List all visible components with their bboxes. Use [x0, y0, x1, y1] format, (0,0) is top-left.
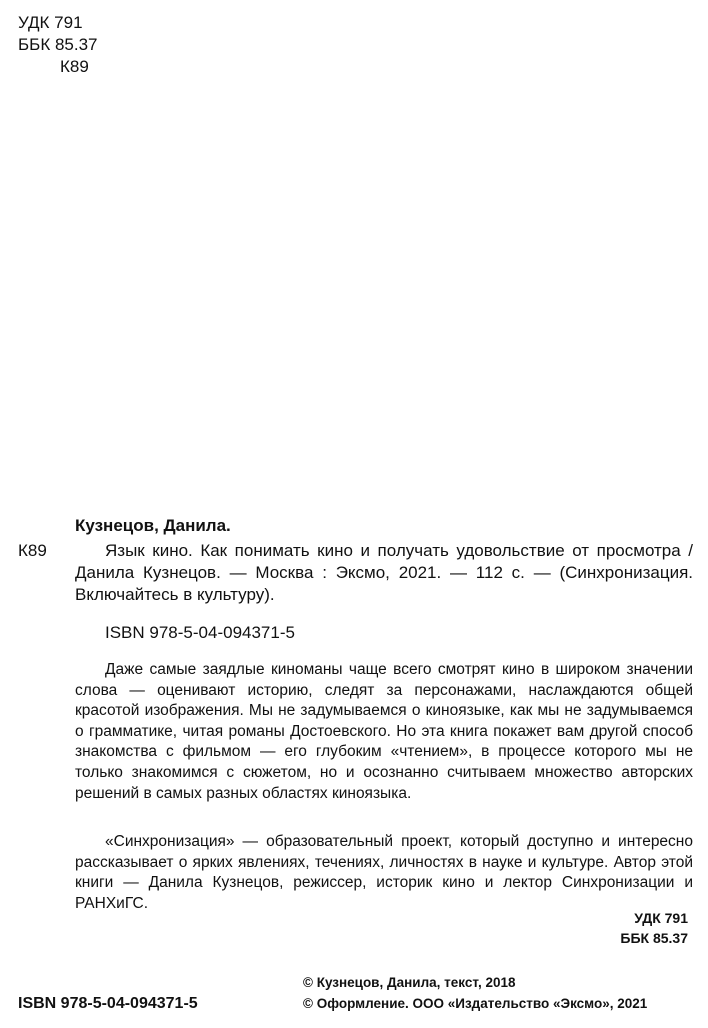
bbk-code-top: ББК 85.37	[18, 35, 98, 54]
author-heading: Кузнецов, Данила.	[75, 516, 231, 535]
bbk-code-bottom: ББК 85.37	[620, 930, 688, 946]
bibliographic-description: Язык кино. Как понимать кино и получать удовольствие от просмотра / Данила Кузнецов. — Москва : Эксмо, 2021. — 112 с. — (Синхронизация. Включайтесь в культуру).	[75, 541, 693, 604]
copyright-design: © Оформление. ООО «Издательство «Эксмо», 2021	[303, 996, 648, 1011]
isbn-catalog: ISBN 978-5-04-094371-5	[105, 623, 295, 642]
annotation-paragraph-2: «Синхронизация» — образовательный проект, который доступно и интересно рассказывает о ярких явлениях, течениях, личностях в науке и культуре. Автор этой книги — Данила Кузнецов, режиссер, историк кино и лектор Синхронизации и РАНХиГС.	[75, 833, 693, 912]
udk-code-top: УДК 791	[18, 13, 83, 32]
udk-code-bottom: УДК 791	[634, 910, 688, 926]
annotation-paragraph-1: Даже самые заядлые киноманы чаще всего смотрят кино в широком значении слова — оценивают историю, следят за персонажами, наслаждаются общей красотой изображения. Мы не задумываемся о киноязыке, как мы не задумываемся о грамматике, читая романы Достоевского. Но эта книга покажет вам другой способ знакомства с фильмом — его глубоким «чтением», в процессе которого мы не только знакомимся с сюжетом, но и осознанно считываем множество авторских решений в самых разных областях киноязыка.	[75, 661, 693, 802]
author-mark-left: К89	[18, 541, 47, 560]
copyright-text: © Кузнецов, Данила, текст, 2018	[303, 975, 516, 990]
isbn-footer: ISBN 978-5-04-094371-5	[18, 995, 198, 1012]
author-mark-top: К89	[60, 57, 89, 76]
